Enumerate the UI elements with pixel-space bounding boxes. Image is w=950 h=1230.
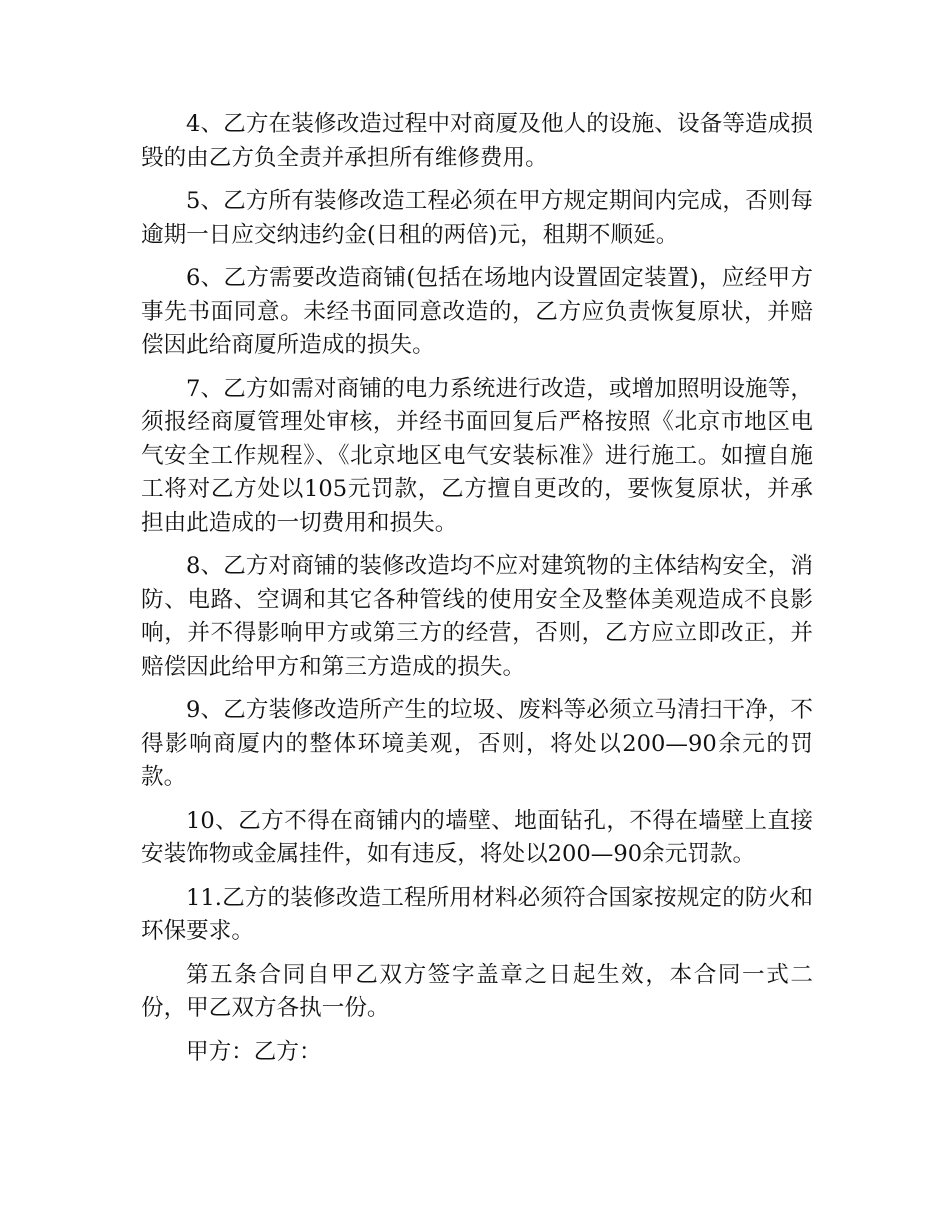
clause-9: 9、乙方装修改造所产生的垃圾、废料等必须立马清扫干净，不得影响商厦内的整体环境美观，否则，将处以200—90余元的罚款。 [141,697,813,790]
document-body [141,108,813,1079]
article-5-effectiveness: 第五条合同自甲乙双方签字盖章之日起生效，本合同一式二份，甲乙双方各执一份。 [141,961,813,1021]
clause-5: 5、乙方所有装修改造工程必须在甲方规定期间内完成，否则每逾期一日应交纳违约金(日租的两倍)元，租期不顺延。 [141,188,813,248]
clause-10: 10、乙方不得在商铺内的墙壁、地面钻孔，不得在墙壁上直接安装饰物或金属挂件，如有违反，将处以200—90余元罚款。 [141,807,813,867]
clause-4: 4、乙方在装修改造过程中对商厦及他人的设施、设备等造成损毁的由乙方负全责并承担所有维修费用。 [141,111,813,171]
clause-6: 6、乙方需要改造商铺(包括在场地内设置固定装置)，应经甲方事先书面同意。未经书面同意改造的，乙方应负责恢复原状，并赔偿因此给商厦所造成的损失。 [141,265,813,358]
clause-11: 11.乙方的装修改造工程所用材料必须符合国家按规定的防火和环保要求。 [141,884,813,944]
clause-8: 8、乙方对商铺的装修改造均不应对建筑物的主体结构安全，消防、电路、空调和其它各种管线的使用安全及整体美观造成不良影响，并不得影响甲方或第三方的经营，否则，乙方应立即改正，并赔偿因此给甲方和第三方造成的损失。 [141,553,813,680]
clause-7: 7、乙方如需对商铺的电力系统进行改造，或增加照明设施等，须报经商厦管理处审核，并经书面回复后严格按照《北京市地区电气安全工作规程》、《北京地区电气安装标准》进行施工。如擅自施工将对乙方处以105元罚款，乙方擅自更改的，要恢复原状，并承担由此造成的一切费用和损失。 [141,375,813,536]
signature-line: 甲方：乙方： [186,1038,322,1065]
